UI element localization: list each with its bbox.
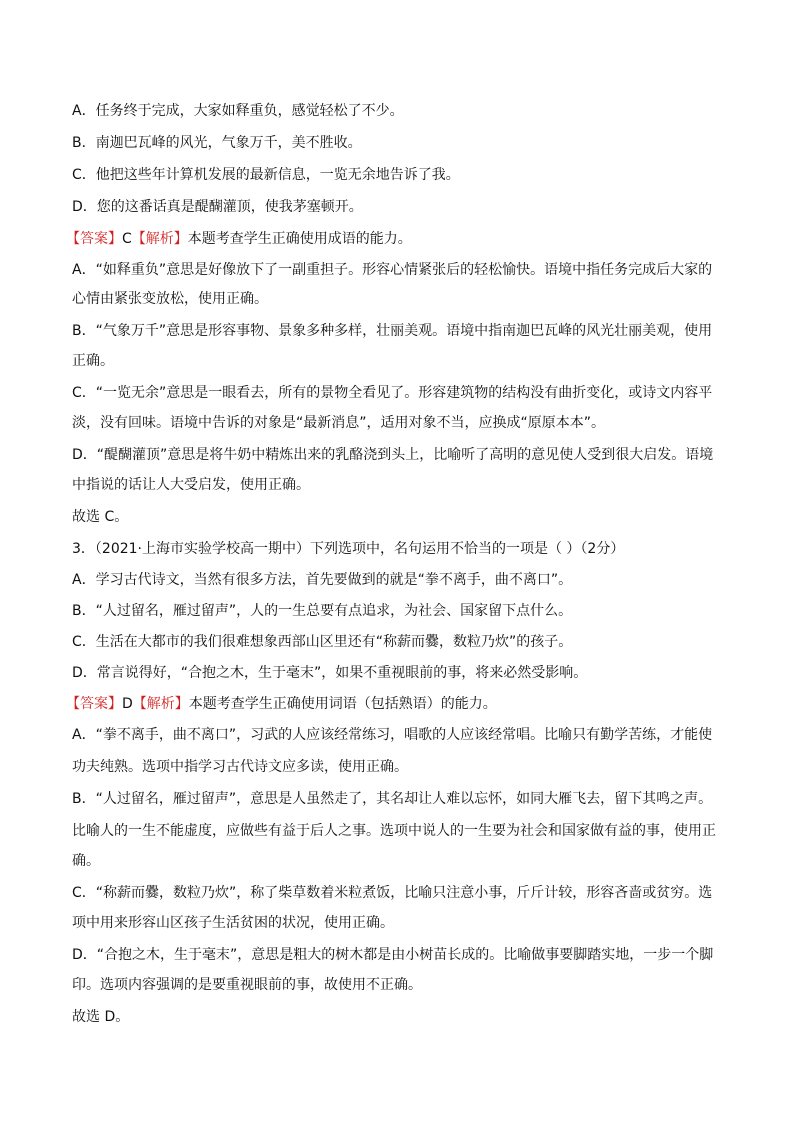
q2-conclusion: 故选 C。 — [72, 509, 129, 525]
q3-analysis-line: B．“人过留名，雁过留声”，意思是人虽然走了，其名却让人难以忘怀，如同大雁飞去，留下其鸣之声。 — [72, 791, 713, 807]
q2-analysis-line: D．“醍醐灌顶”意思是将牛奶中精炼出来的乳酪浇到头上，比喻听了高明的意见使人受到很大启发。语境 — [72, 447, 714, 463]
answer-letter: C — [122, 231, 132, 247]
q3-answer-line — [66, 692, 726, 716]
q3-analysis-line: 确。 — [72, 853, 100, 869]
q3-option-b: B．“人过留名，雁过留声”，人的一生总要有点追求，为社会、国家留下点什么。 — [72, 603, 573, 619]
q2-analysis-line: C．“一览无余”意思是一眼看去，所有的景物全看见了。形容建筑物的结构没有曲折变化，或诗文内容平 — [72, 385, 713, 401]
q3-stem: 3．（2021·上海市实验学校高一期中）下列选项中，名句运用不恰当的一项是（ ）（2分） — [72, 541, 625, 557]
q3-analysis-line: 比喻人的一生不能虚度，应做些有益于后人之事。选项中说人的一生要为社会和国家做有益的事，使用正 — [72, 823, 716, 839]
q2-analysis-line: B．“气象万千”意思是形容事物、景象多种多样，壮丽美观。语境中指南迦巴瓦峰的风光壮丽美观，使用 — [72, 323, 713, 339]
answer-letter: D — [122, 696, 133, 712]
q3-analysis-line: A．“拳不离手，曲不离口”，习武的人应该经常练习，唱歌的人应该经常唱。比喻只有勤学苦练，才能使 — [72, 727, 713, 743]
q3-analysis-line: D．“合抱之木，生于毫末”，意思是粗大的树木都是由小树苗长成的。比喻做事要脚踏实地，一步一个脚 — [72, 947, 714, 963]
q2-analysis-line: 中指说的话让人大受启发，使用正确。 — [72, 477, 310, 493]
q2-analysis-line: 心情由紧张变放松，使用正确。 — [72, 291, 268, 307]
q2-answer-line — [66, 227, 726, 251]
q3-analysis-line: C．“称薪而爨，数粒乃炊”，称了柴草数着米粒煮饭，比喻只注意小事，斤斤计较，形容吝啬或贫穷。选 — [72, 885, 713, 901]
q2-analysis-line: A．“如释重负”意思是好像放下了一副重担子。形容心情紧张后的轻松愉快。语境中指任务完成后大家的 — [72, 262, 713, 278]
q2-analysis-line: 淡，没有回味。语境中告诉的对象是“最新消息”，适用对象不当，应换成“原原本本”。 — [72, 415, 606, 431]
analysis-summary: 本题考查学生正确使用成语的能力。 — [187, 231, 412, 247]
q3-option-d: D．常言说得好，“合抱之木，生于毫末”，如果不重视眼前的事，将来必然受影响。 — [72, 665, 588, 681]
q2-option-c: C．他把这些年计算机发展的最新信息，一览无余地告诉了我。 — [72, 167, 460, 183]
q3-conclusion: 故选 D。 — [72, 1009, 130, 1025]
q3-analysis-line: 印。选项内容强调的是要重视眼前的事，故使用不正确。 — [72, 977, 422, 993]
q3-option-c: C．生活在大都市的我们很难想象西部山区里还有“称薪而爨，数粒乃炊”的孩子。 — [72, 634, 573, 650]
q2-option-a: A．任务终于完成，大家如释重负，感觉轻松了不少。 — [72, 103, 404, 119]
analysis-summary: 本题考查学生正确使用词语（包括熟语）的能力。 — [188, 696, 497, 712]
q3-option-a: A．学习古代诗文，当然有很多方法，首先要做到的就是“拳不离手，曲不离口”。 — [72, 572, 573, 588]
q2-option-b: B．南迦巴瓦峰的风光，气象万千，美不胜收。 — [72, 135, 362, 151]
analysis-tag: 【解析】 — [132, 696, 189, 712]
q2-analysis-line: 正确。 — [72, 353, 114, 369]
q3-analysis-line: 项中用来形容山区孩子生活贫困的状况，使用正确。 — [72, 915, 394, 931]
analysis-tag: 【解析】 — [131, 231, 188, 247]
answer-tag: 【答案】 — [66, 696, 122, 712]
answer-tag: 【答案】 — [66, 231, 122, 247]
q2-option-d: D．您的这番话真是醍醐灌顶，使我茅塞顿开。 — [72, 199, 363, 215]
q3-analysis-line: 功夫纯熟。选项中指学习古代诗文应多读，使用正确。 — [72, 759, 408, 775]
